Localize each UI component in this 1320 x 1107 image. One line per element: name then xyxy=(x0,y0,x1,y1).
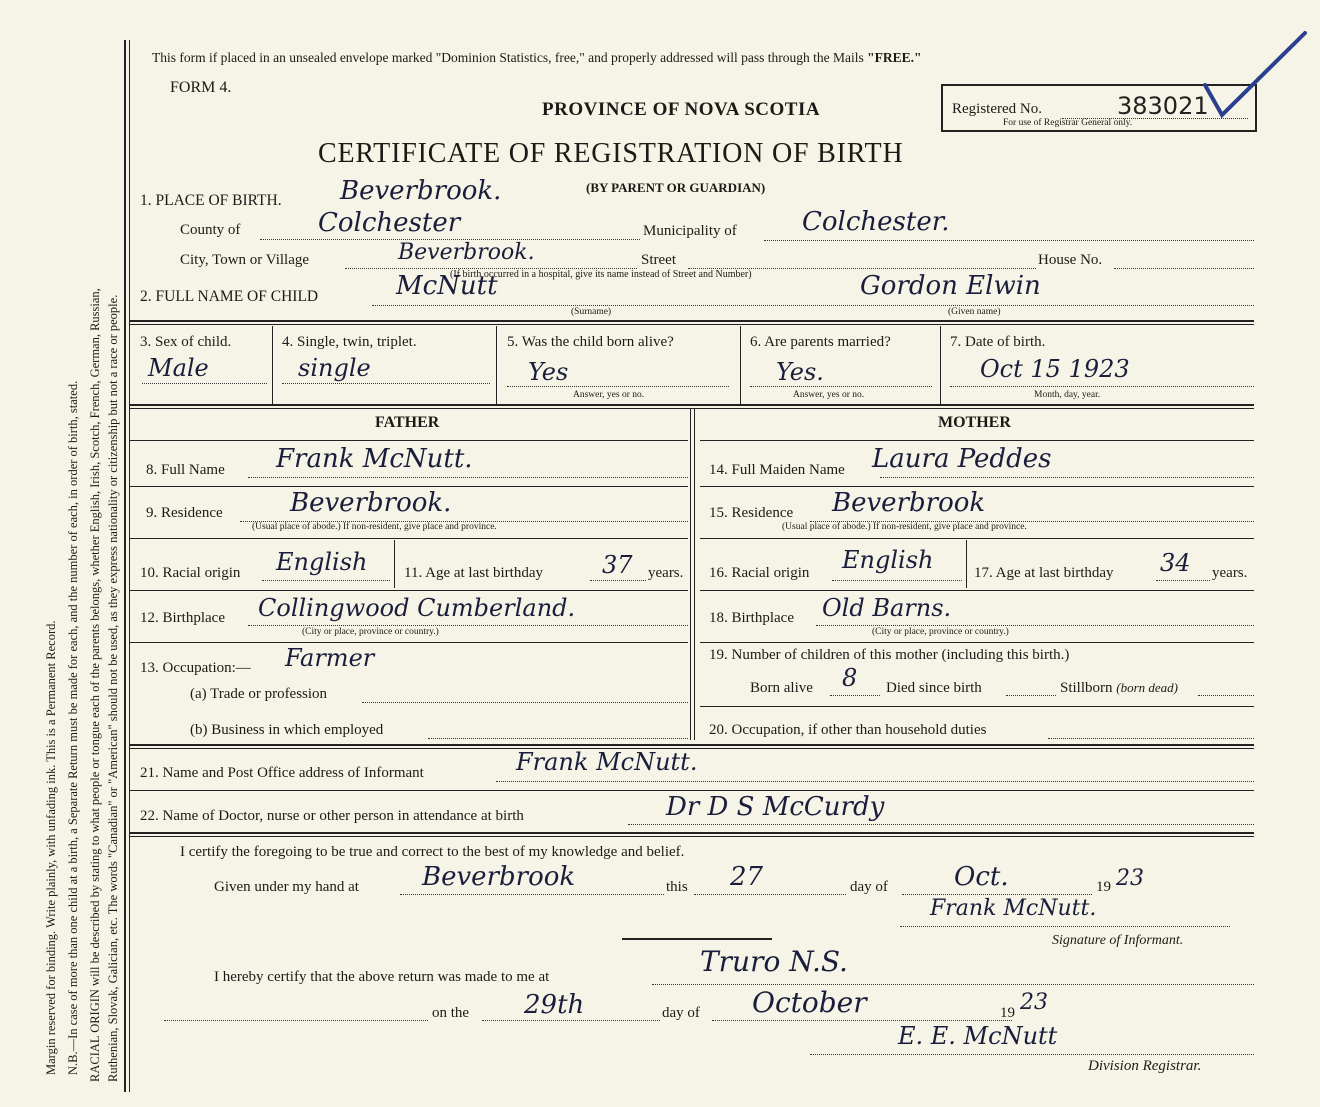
street-label: Street xyxy=(641,252,676,268)
parents-divider xyxy=(690,408,691,740)
born-alive-value: Yes xyxy=(528,358,569,386)
mother-name-value: Laura Peddes xyxy=(872,444,1052,474)
registrar-month-value: October xyxy=(752,986,867,1019)
child-given-name-value: Gordon Elwin xyxy=(860,271,1041,301)
father-racial-dots xyxy=(262,580,390,581)
registrar-day-value: 29th xyxy=(524,990,585,1020)
mother-residence-caption: (Usual place of abode.) If non-resident, give place and province. xyxy=(782,522,1027,532)
margin-rule-outer xyxy=(124,40,126,1092)
margin-note-racial-origin-1: RACIAL ORIGIN will be described by stating to what people or tongue each of the parents belongs, whether English, Irish, Scotch, French, German, Russian, xyxy=(88,288,102,1082)
mother-racial-divider xyxy=(966,540,967,588)
house-no-dots xyxy=(1114,268,1254,269)
form-number: FORM 4. xyxy=(170,79,232,96)
single-twin-value: single xyxy=(298,354,371,382)
parents-married-label: 6. Are parents married? xyxy=(750,334,891,350)
registrar-year-value: 23 xyxy=(1020,990,1048,1015)
mother-age-dots xyxy=(1156,580,1210,581)
mother-children-rule xyxy=(700,706,1254,707)
house-no-label: House No. xyxy=(1038,252,1103,268)
rule-after-child-name xyxy=(130,320,1254,322)
registrar-lead-dots xyxy=(164,1020,428,1021)
mother-age-value: 34 xyxy=(1160,549,1191,577)
mother-heading-rule xyxy=(700,440,1254,441)
mother-birthplace-rule xyxy=(700,642,1254,643)
father-age-dots xyxy=(590,580,646,581)
rule-after-child-name-2 xyxy=(130,324,1254,325)
municipality-value: Colchester. xyxy=(802,207,950,237)
father-residence-rule xyxy=(130,538,688,539)
registrar-day-dots xyxy=(482,1020,660,1021)
mother-occupation-dots xyxy=(1048,738,1254,739)
registrar-place-value: Truro N.S. xyxy=(700,945,848,978)
parents-married-caption: Answer, yes or no. xyxy=(793,390,865,400)
place-of-birth-value: Beverbrook. xyxy=(340,176,502,206)
mother-age-label: 17. Age at last birthday xyxy=(974,565,1114,581)
mail-notice-text: This form if placed in an unsealed envelope marked "Dominion Statistics, free," and properly addressed will pass through the Mails xyxy=(152,50,868,65)
given-name-caption: (Given name) xyxy=(948,307,1001,317)
registrar-signature-dots xyxy=(810,1054,1254,1055)
mail-notice xyxy=(152,50,921,66)
father-occupation-value: Farmer xyxy=(285,644,375,672)
trade-dots xyxy=(362,702,688,703)
margin-note-multiple-births: N.B.—In case of more than one child at a birth, a Separate Return must be made for each, and the number of each, in order of birth, stated. xyxy=(66,380,80,1075)
born-alive-dots xyxy=(507,386,729,387)
margin-note-racial-origin-2: Ruthenian, Slovak, Galician, etc. The words "Canadian" or "American" should not be used, as they express nationality or citizenship but not a race or people. xyxy=(106,294,120,1082)
doctor-dots xyxy=(628,824,1254,825)
date-of-birth-caption: Month, day, year. xyxy=(1034,390,1101,400)
stillborn-label xyxy=(1060,680,1178,697)
mother-racial-label: 16. Racial origin xyxy=(709,565,810,581)
registered-label: Registered No. xyxy=(952,101,1042,117)
trade-label: (a) Trade or profession xyxy=(190,686,328,702)
given-place-dots xyxy=(400,894,664,895)
sex-dots xyxy=(142,383,267,384)
registrar-signature: E. E. McNutt xyxy=(898,1022,1058,1050)
rule-before-parents-2 xyxy=(130,408,1254,409)
stillborn-note: (born dead) xyxy=(1116,680,1179,695)
rule-before-parents xyxy=(130,404,1254,406)
single-twin-dots xyxy=(282,383,490,384)
mother-residence-label: 15. Residence xyxy=(709,505,794,521)
registered-number: 383021 xyxy=(1117,92,1209,120)
parents-married-value: Yes. xyxy=(776,358,824,386)
child-surname-value: McNutt xyxy=(396,271,498,301)
father-birthplace-label: 12. Birthplace xyxy=(140,610,225,626)
city-label: City, Town or Village xyxy=(180,252,310,268)
city-value: Beverbrook. xyxy=(398,240,535,265)
mother-racial-rule xyxy=(700,590,1254,591)
mother-name-label: 14. Full Maiden Name xyxy=(709,462,845,478)
given-under-hand-label: Given under my hand at xyxy=(214,879,359,895)
father-name-label: 8. Full Name xyxy=(146,462,225,478)
single-twin-label: 4. Single, twin, triplet. xyxy=(282,334,417,350)
given-place-value: Beverbrook xyxy=(422,862,576,892)
father-birthplace-dots xyxy=(248,625,688,626)
divider-single xyxy=(496,326,497,404)
mother-occupation-label: 20. Occupation, if other than household duties xyxy=(709,722,987,738)
certify-day-dots xyxy=(694,894,846,895)
certificate-title: CERTIFICATE OF REGISTRATION OF BIRTH xyxy=(318,138,904,169)
born-alive-count-label: Born alive xyxy=(750,680,813,696)
father-age-years: years. xyxy=(648,565,684,581)
registrar-use-note: For use of Registrar General only. xyxy=(1003,118,1133,128)
father-birthplace-caption: (City or place, province or country.) xyxy=(302,627,439,637)
father-racial-label: 10. Racial origin xyxy=(140,565,241,581)
date-of-birth-dots xyxy=(950,386,1254,387)
father-residence-caption: (Usual place of abode.) If non-resident, give place and province. xyxy=(252,522,497,532)
doctor-label: 22. Name of Doctor, nurse or other person in attendance at birth xyxy=(140,808,524,824)
divider-sex xyxy=(272,326,273,404)
registrar-year-prefix: 19 xyxy=(1000,1005,1015,1021)
born-alive-caption: Answer, yes or no. xyxy=(573,390,645,400)
doctor-rule xyxy=(130,832,1254,834)
mother-heading: MOTHER xyxy=(938,414,1011,431)
certificate-subtitle: (BY PARENT OR GUARDIAN) xyxy=(586,180,766,195)
mother-name-dots xyxy=(880,477,1254,478)
father-occupation-label: 13. Occupation:— xyxy=(140,660,251,676)
registrar-place-dots xyxy=(652,984,1254,985)
father-name-value: Frank McNutt. xyxy=(276,444,473,474)
municipality-label: Municipality of xyxy=(643,223,737,239)
father-heading-rule xyxy=(130,440,688,441)
mother-residence-value: Beverbrook xyxy=(832,488,986,518)
father-age-label: 11. Age at last birthday xyxy=(404,565,543,581)
hospital-note: (If birth occurred in a hospital, give its name instead of Street and Number) xyxy=(450,269,752,280)
doctor-rule-2 xyxy=(130,836,1254,837)
father-name-rule xyxy=(130,486,688,487)
sex-value: Male xyxy=(148,354,209,382)
informant-signature-dots xyxy=(900,926,1230,927)
mother-racial-dots xyxy=(832,580,962,581)
parents-divider-2 xyxy=(694,408,695,740)
certify-statement: I certify the foregoing to be true and correct to the best of my knowledge and belief. xyxy=(180,844,685,860)
date-of-birth-label: 7. Date of birth. xyxy=(950,334,1046,350)
certify-year-value: 23 xyxy=(1116,866,1144,891)
informant-signature: Frank McNutt. xyxy=(930,896,1097,921)
certify-year-prefix: 19 xyxy=(1096,879,1111,895)
father-racial-value: English xyxy=(276,548,368,576)
date-of-birth-value: Oct 15 1923 xyxy=(980,355,1130,383)
children-count-label: 19. Number of children of this mother (including this birth.) xyxy=(709,647,1070,663)
parents-married-dots xyxy=(750,386,932,387)
mother-birthplace-label: 18. Birthplace xyxy=(709,610,794,626)
stillborn-dots xyxy=(1198,695,1254,696)
registrar-caption: Division Registrar. xyxy=(1088,1058,1202,1074)
separator-rule xyxy=(622,938,772,940)
born-alive-count-value: 8 xyxy=(842,664,858,692)
mother-age-years: years. xyxy=(1212,565,1248,581)
mother-birthplace-value: Old Barns. xyxy=(822,594,952,622)
father-residence-label: 9. Residence xyxy=(146,505,223,521)
certify-day-of: day of xyxy=(850,879,888,895)
mother-birthplace-dots xyxy=(816,625,1254,626)
check-mark xyxy=(1200,30,1310,125)
registrar-on-the: on the xyxy=(432,1005,470,1021)
mail-notice-free: "FREE." xyxy=(867,50,922,65)
father-age-value: 37 xyxy=(602,551,633,579)
certify-month-dots xyxy=(902,894,1092,895)
business-label: (b) Business in which employed xyxy=(190,722,384,738)
rule-after-parents xyxy=(130,744,1254,746)
father-racial-rule xyxy=(130,590,688,591)
mother-birthplace-caption: (City or place, province or country.) xyxy=(872,627,1009,637)
father-name-dots xyxy=(248,477,688,478)
father-residence-value: Beverbrook. xyxy=(290,488,452,518)
child-name-dots xyxy=(372,305,1254,306)
divider-alive xyxy=(740,326,741,404)
mother-name-rule xyxy=(700,486,1254,487)
business-dots xyxy=(428,738,688,739)
informant-label: 21. Name and Post Office address of Informant xyxy=(140,765,424,781)
sex-label: 3. Sex of child. xyxy=(140,334,232,350)
stillborn-text: Stillborn xyxy=(1060,680,1113,696)
informant-dots xyxy=(496,781,1254,782)
child-name-label: 2. FULL NAME OF CHILD xyxy=(140,288,319,305)
father-birthplace-rule xyxy=(130,642,688,643)
municipality-dots xyxy=(764,240,1254,241)
father-heading: FATHER xyxy=(375,414,440,431)
mother-residence-rule xyxy=(700,538,1254,539)
born-alive-label: 5. Was the child born alive? xyxy=(507,334,674,350)
county-value: Colchester xyxy=(318,208,461,238)
born-alive-count-dots xyxy=(830,695,880,696)
divider-married xyxy=(940,326,941,404)
informant-signature-caption: Signature of Informant. xyxy=(1052,933,1184,948)
registrar-day-of: day of xyxy=(662,1005,700,1021)
certify-month-value: Oct. xyxy=(954,862,1009,892)
doctor-value: Dr D S McCurdy xyxy=(666,792,885,822)
father-birthplace-value: Collingwood Cumberland. xyxy=(258,594,576,622)
place-of-birth-label: 1. PLACE OF BIRTH. xyxy=(140,192,282,209)
certify-this: this xyxy=(666,879,688,895)
registrar-month-dots xyxy=(712,1020,1012,1021)
died-since-birth-label: Died since birth xyxy=(886,680,982,696)
margin-note-binding: Margin reserved for binding. Write plainly, with unfading ink. This is a Permanent Record. xyxy=(44,620,58,1075)
father-racial-divider xyxy=(394,540,395,588)
informant-rule xyxy=(130,790,1254,791)
county-label: County of xyxy=(180,222,241,238)
informant-value: Frank McNutt. xyxy=(516,748,698,776)
certify-day-value: 27 xyxy=(730,862,764,892)
surname-caption: (Surname) xyxy=(571,307,612,317)
registrar-statement: I hereby certify that the above return was made to me at xyxy=(214,969,550,985)
margin-rule-inner xyxy=(129,40,130,1092)
mother-racial-value: English xyxy=(842,546,934,574)
province-heading: PROVINCE OF NOVA SCOTIA xyxy=(542,99,821,120)
died-since-birth-dots xyxy=(1006,695,1056,696)
